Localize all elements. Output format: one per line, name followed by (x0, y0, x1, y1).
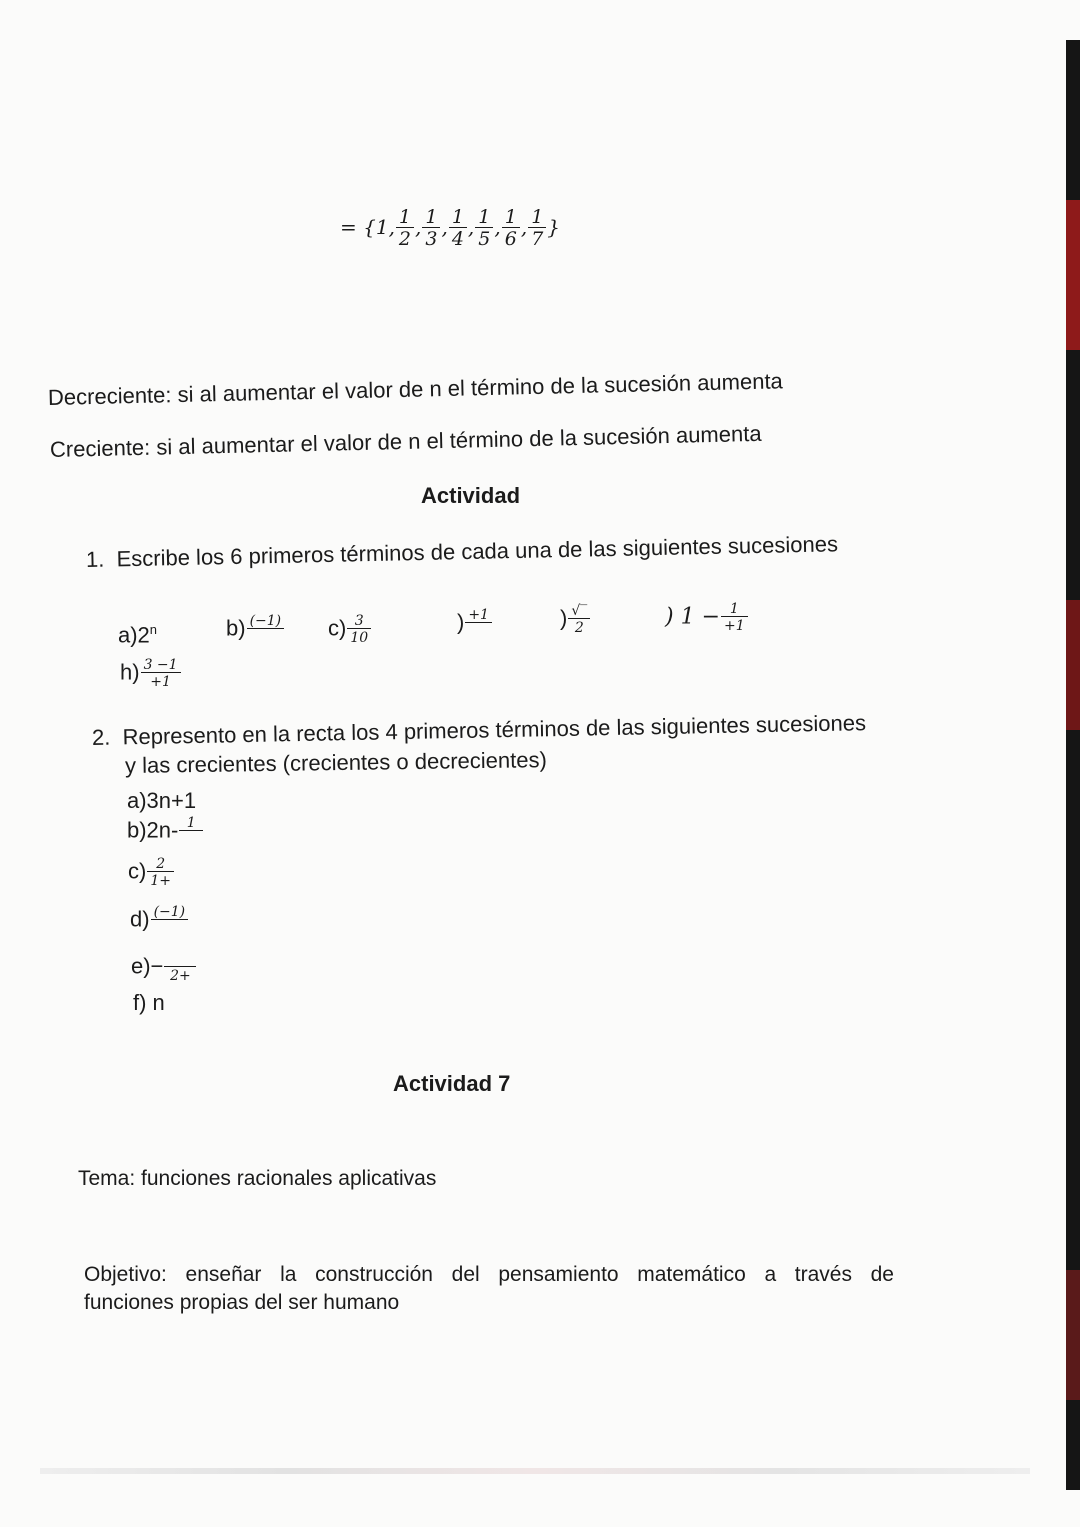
sequence-expression: = {1, $\frac{1}{2}$ , $\frac{1}{3}$ , $\frac{1}{4}$ , $\frac{1}{5}$ , $\frac{1}{6}$ , $\frac{1}{7}$ } (340, 206, 561, 250)
fraction: $\frac{1}{6}$ (502, 208, 520, 249)
q2-item-b: b)2n- 1 (127, 816, 204, 847)
q1-item-b: b) (−1) (226, 614, 285, 645)
fraction: (−1) (151, 905, 189, 936)
q2-item-e: e)− 2+ (131, 952, 197, 983)
scan-edge-color (1066, 200, 1080, 350)
fraction: $\frac{1}{2}$ (396, 208, 414, 249)
question-2-line2: y las crecientes (crecientes o decrecientes) (124, 747, 547, 778)
question-1-number: 1. (85, 546, 105, 572)
objetivo-line1: Objetivo: enseñar la construcción del pensamiento matemático a través de (84, 1263, 894, 1286)
fraction: (−1) (247, 614, 285, 645)
scan-bottom-smudge (40, 1468, 1030, 1474)
question-2 (92, 710, 866, 751)
q2-item-c: c) $\frac{2}{1+}$ (128, 857, 175, 888)
fraction: $\frac{1}{3}$ (422, 208, 440, 249)
q1-item-e: ) $\frac{√‾}{2}$ (560, 604, 591, 635)
fraction: $\frac{1}{4}$ (449, 208, 467, 249)
fraction: 1 (179, 816, 203, 847)
q1-item-h: h) $\frac{3 -1}{+1}$ (120, 658, 182, 689)
fraction: +1 (465, 608, 492, 639)
q1-item-f: ) 1 − $\frac{1}{+1}$ (665, 602, 749, 633)
sequence-suffix: } (547, 215, 561, 239)
q2-item-f: f) n (133, 990, 165, 1015)
objetivo-line2: funciones propias del ser humano (84, 1291, 400, 1314)
q1-item-c: c) $\frac{3}{10}$ (328, 614, 372, 645)
definition-decreciente: Decreciente: si al aumentar el valor de n el término de la sucesión aumenta (47, 368, 784, 410)
fraction: $\frac{3 -1}{+1}$ (141, 658, 181, 689)
actividad7-title: Actividad 7 (393, 1071, 511, 1096)
question-2-line1: Represento en la recta los 4 primeros términos de las siguientes sucesiones (122, 710, 867, 750)
question-1-text: Escribe los 6 primeros términos de cada una de las siguientes sucesiones (116, 531, 839, 572)
question-2-number: 2. (91, 724, 111, 750)
scan-edge-color (1066, 1270, 1080, 1400)
scan-edge-color (1066, 600, 1080, 730)
fraction: $\frac{1}{7}$ (528, 208, 546, 249)
fraction: $\frac{1}{5}$ (475, 208, 493, 249)
fraction: $\frac{2}{1+}$ (147, 857, 174, 888)
q1-item-a: a)2$^n$ (118, 622, 158, 648)
objetivo-paragraph (84, 1261, 894, 1317)
fraction: $\frac{3}{10}$ (347, 614, 371, 645)
fraction: 2+ (164, 952, 196, 983)
fraction: $\frac{√‾}{2}$ (568, 604, 590, 635)
fraction: $\frac{1}{+1}$ (721, 602, 748, 633)
q1-item-d: ) +1 (457, 608, 493, 639)
scan-edge-bar (1066, 40, 1080, 1490)
q2-item-a: a)3n+1 (127, 788, 197, 813)
question-1 (86, 531, 838, 573)
q2-item-d: d) (−1) (130, 905, 189, 936)
definition-creciente: Creciente: si al aumentar el valor de n el término de la sucesión aumenta (49, 420, 762, 462)
actividad-title: Actividad (421, 483, 521, 508)
sequence-prefix: = {1, (340, 215, 395, 239)
tema-text: Tema: funciones racionales aplicativas (78, 1167, 437, 1190)
